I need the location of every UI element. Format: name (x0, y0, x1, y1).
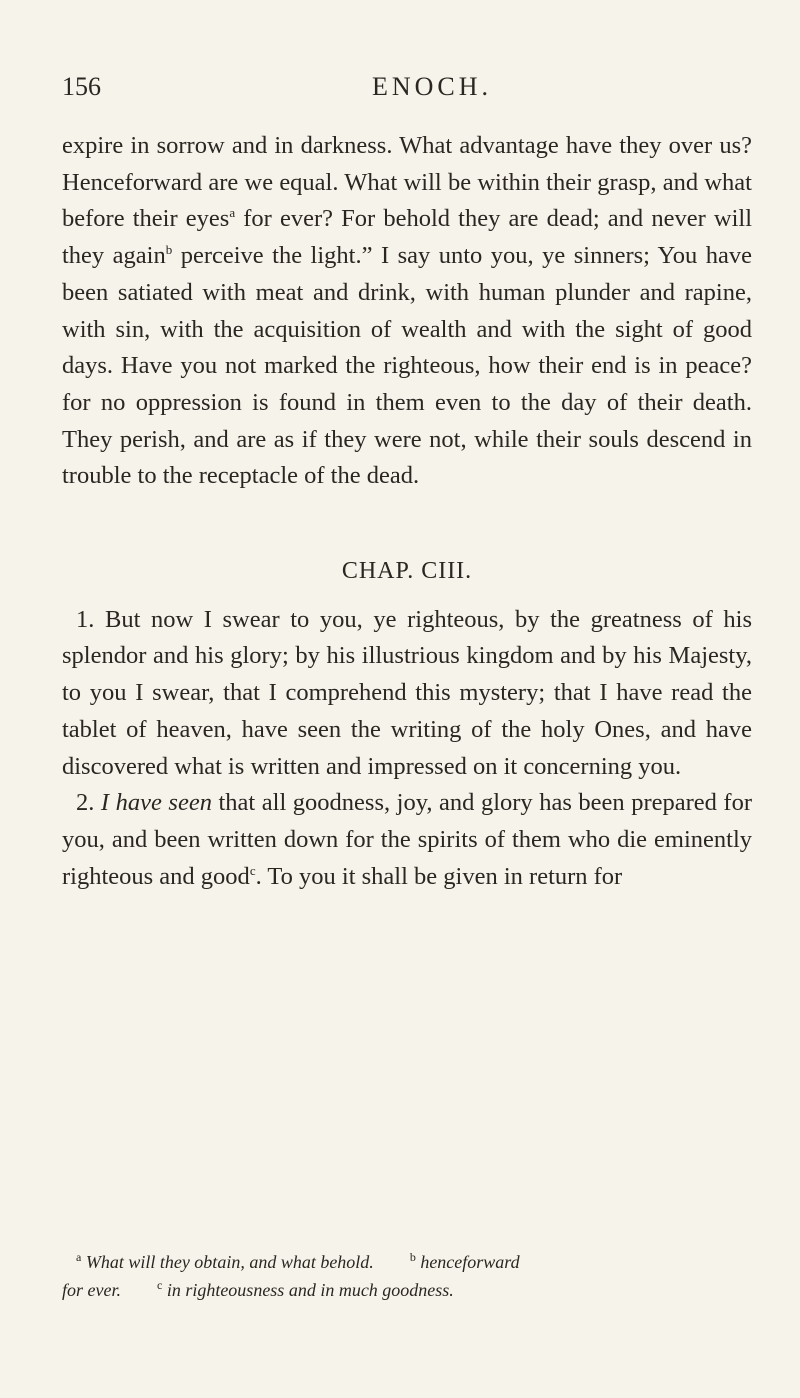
verse-2-number: 2. (76, 789, 95, 817)
page-header (62, 72, 762, 112)
paragraph-part-1: expire in sorrow and in darkness. What advantage have they over us? Henceforward are we equal. What will be within their grasp, and what before their eyes (62, 132, 752, 233)
footnotes (62, 1248, 752, 1304)
footnote-b-mark: b (409, 1250, 416, 1264)
verse-1: 1. But now I swear to you, ye righteous, by the greatness of his splendor and his glory; by his illustrious kingdom and by his Majesty, to you I swear, that I comprehend this mystery; that I have read the tablet of heaven, have seen the writing of the holy Ones, and have discovered what is written and impressed on it concerning you. (62, 605, 752, 780)
verse-2 (62, 785, 752, 895)
paragraph-continued (62, 128, 752, 495)
footnote-b-text-cont: for ever. (62, 1280, 121, 1300)
running-head: ENOCH. (372, 72, 493, 101)
page-number: 156 (62, 72, 101, 101)
footnote-ref-a: a (229, 205, 236, 221)
footnote-ref-c: c (249, 862, 256, 878)
footnote-c-mark: c (156, 1278, 163, 1292)
footnote-b-text: henceforward (420, 1252, 520, 1272)
footnote-a-mark: a (76, 1250, 82, 1264)
paragraph-part-2: for ever? For behold they are dead; and never will they again (62, 205, 752, 270)
verse-2-text: that all goodness, joy, and glory has been prepared for you, and been written down for the spirits of them who die eminently righteous and good (62, 789, 753, 890)
footnote-line-2 (62, 1276, 752, 1304)
paragraph-part-3: perceive the light.” I say unto you, ye sinners; You have been satiated with meat and drink, with human plunder and rapine, with sin, with the acquisition of wealth and with the sight of good days. Have you not marked the righteous, how their end is in peace? for no oppression is found in them even to the day of their death. They perish, and are as if they were not, while their souls descend in trouble to the receptacle of the dead. (62, 242, 752, 490)
chapter-heading: CHAP. CIII. (341, 558, 473, 585)
footnote-c-text: in righteousness and in much goodness. (166, 1280, 454, 1300)
verse-2-text-end: . To you it shall be given in return for (255, 862, 623, 890)
footnote-ref-b: b (165, 242, 173, 258)
page-body (62, 128, 752, 895)
verse-2-italic: I have seen (100, 789, 212, 817)
footnote-line-1 (62, 1248, 752, 1276)
footnote-a-text: What will they obtain, and what behold. (85, 1252, 374, 1272)
